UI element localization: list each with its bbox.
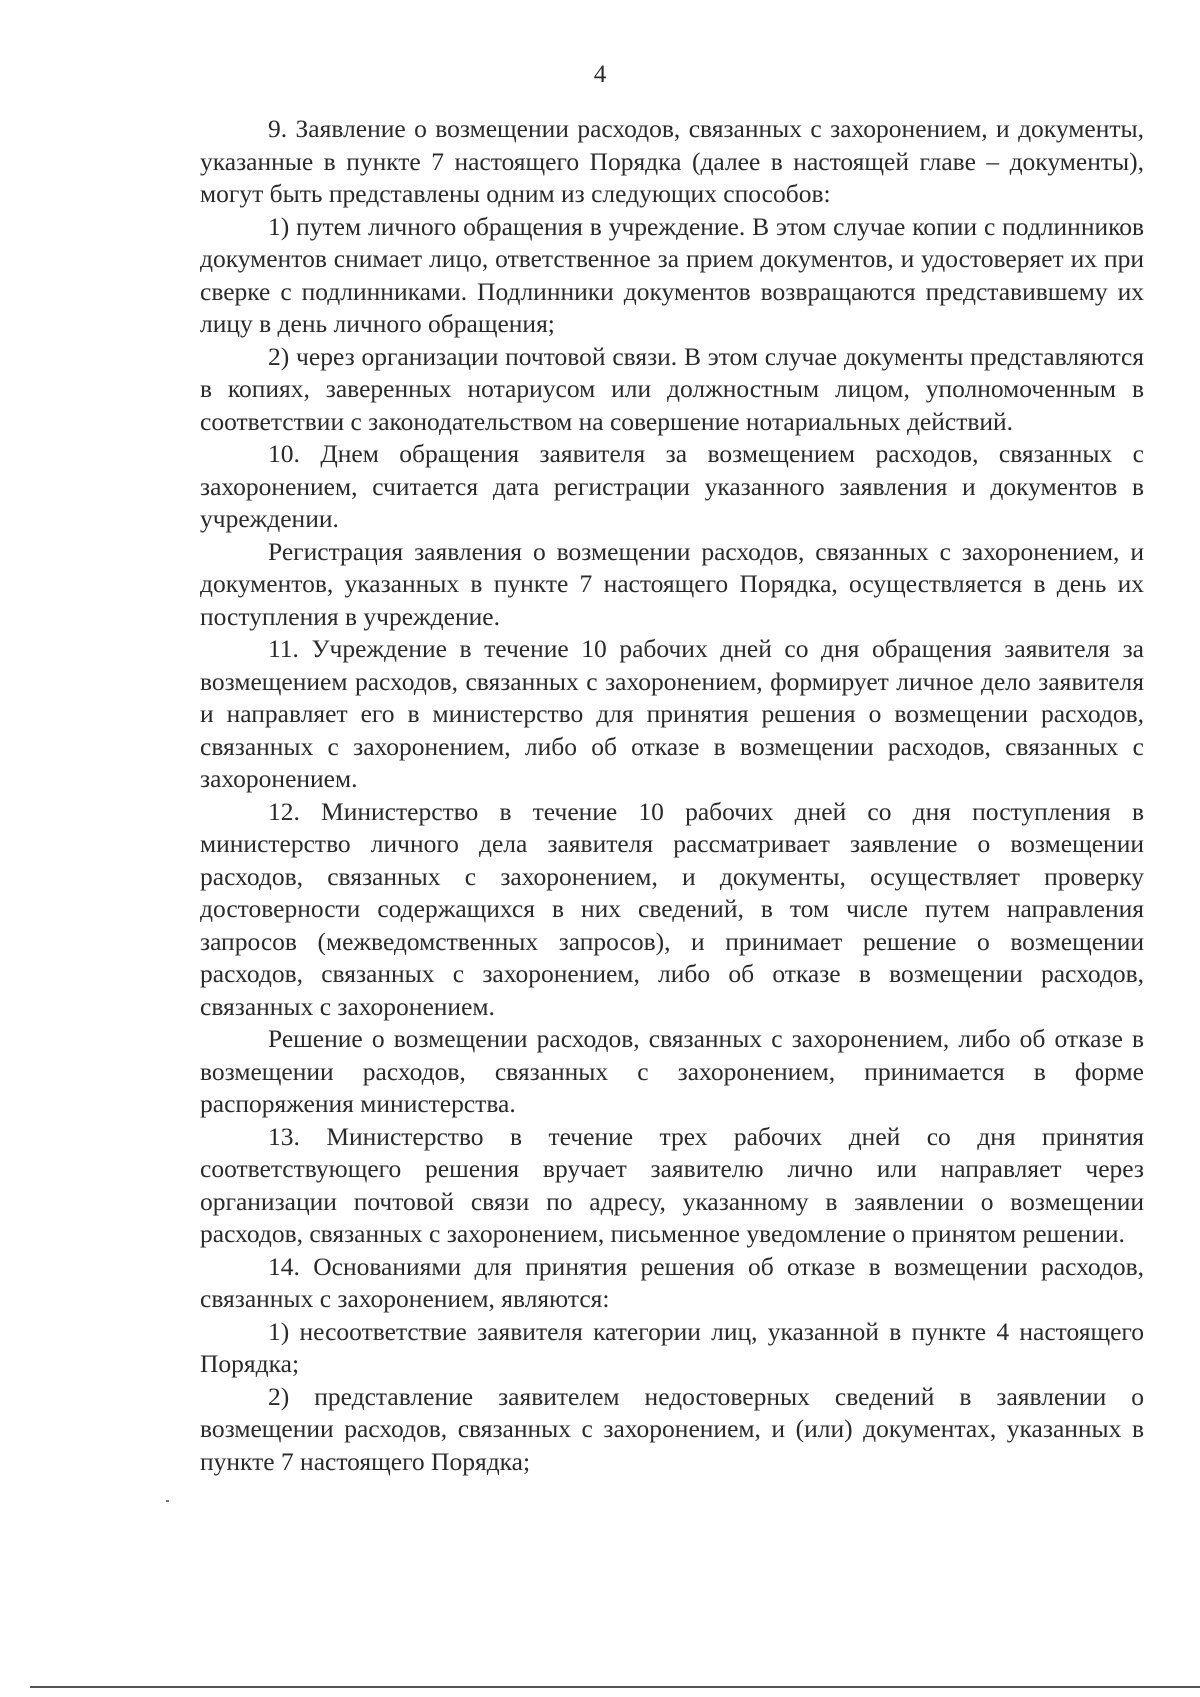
- paragraph-9-item-2: 2) через организации почтовой связи. В этом случае документы представляются в копиях, заверенных нотариусом или должностным лицом, уполномоченным в соответствии с законодательством на совершение нотариальных действий.: [200, 341, 1144, 436]
- paragraph-11: 11. Учреждение в течение 10 рабочих дней со дня обращения заявителя за возмещением расходов, связанных с захоронением, формирует личное дело заявителя и направляет его в министерство для принятия решения о возмещении расходов, связанных с захоронением, либо об отказе в возмещении расходов, связанных с захоронением.: [200, 634, 1144, 793]
- paragraph-14-item-1: 1) несоответствие заявителя категории лиц, указанной в пункте 4 настоящего Порядка;: [200, 1316, 1144, 1378]
- paragraph-13: 13. Министерство в течение трех рабочих дней со дня принятия соответствующего решения вручает заявителю лично или направляет через организации почтовой связи по адресу, указанному в заявлении о возмещении расходов, связанных с захоронением, письменное уведомление о принятом решении.: [200, 1121, 1144, 1248]
- document-body: [200, 113, 1144, 1478]
- scan-speck: [166, 1500, 169, 1502]
- paragraph-10: 10. Днем обращения заявителя за возмещением расходов, связанных с захоронением, считается дата регистрации указанного заявления и документов в учреждении.: [200, 439, 1144, 533]
- paragraph-10-registration: Регистрация заявления о возмещении расходов, связанных с захоронением, и документов, указанных в пункте 7 настоящего Порядка, осуществляется в день их поступления в учреждение.: [200, 536, 1144, 631]
- paragraph-12-decision: Решение о возмещении расходов, связанных с захоронением, либо об отказе в возмещении расходов, связанных с захоронением, принимается в форме распоряжения министерства.: [200, 1024, 1144, 1118]
- paragraph-9-item-1: 1) путем личного обращения в учреждение. В этом случае копии с подлинников документов снимает лицо, ответственное за прием документов, и удостоверяет их при сверке с подлинниками. Подлинники документов возвращаются представившему их лицу в день личного обращения;: [200, 211, 1144, 338]
- scan-bottom-edge: [30, 1686, 1200, 1688]
- paragraph-12: 12. Министерство в течение 10 рабочих дней со дня поступления в министерство личного дела заявителя рассматривает заявление о возмещении расходов, связанных с захоронением, и документы, осуществляет проверку достоверности содержащихся в них сведений, в том числе путем направления запросов (межведомственных запросов), и принимает решение о возмещении расходов, связанных с захоронением, либо об отказе в возмещении расходов, связанных с захоронением.: [200, 796, 1144, 1021]
- paragraph-9: 9. Заявление о возмещении расходов, связанных с захоронением, и документы, указанные в пункте 7 настоящего Порядка (далее в настоящей главе – документы), могут быть представлены одним из следующих способов:: [200, 114, 1144, 208]
- paragraph-14: 14. Основаниями для принятия решения об отказе в возмещении расходов, связанных с захоронением, являются:: [200, 1251, 1144, 1313]
- page-number: 4: [593, 61, 607, 88]
- paragraph-14-item-2: 2) представление заявителем недостоверных сведений в заявлении о возмещении расходов, связанных с захоронением, и (или) документах, указанных в пункте 7 настоящего Порядка;: [200, 1381, 1144, 1476]
